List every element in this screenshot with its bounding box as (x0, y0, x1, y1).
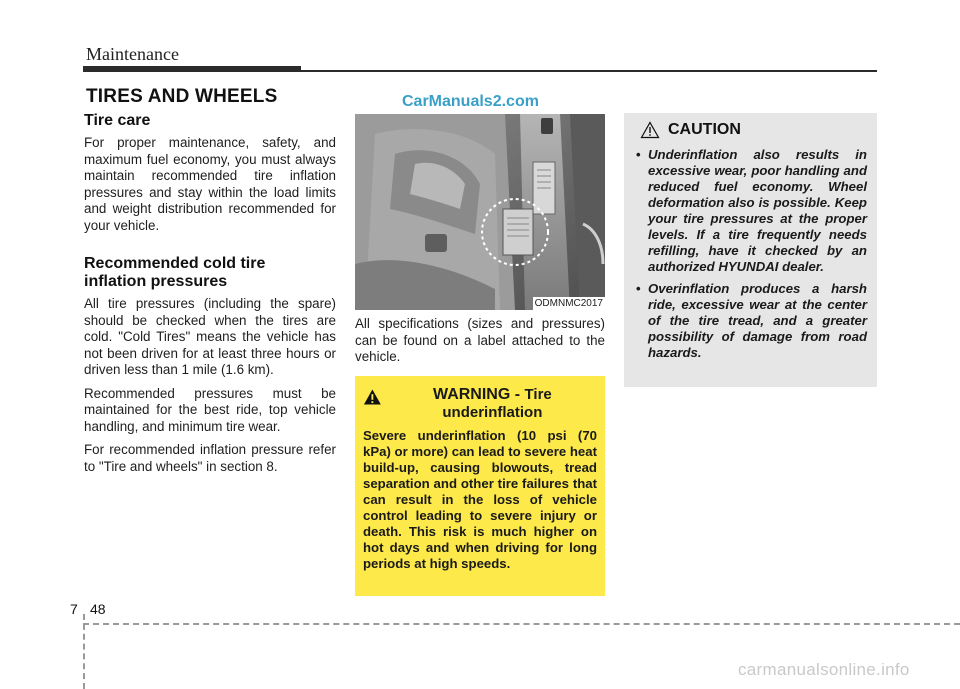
warning-triangle-icon (363, 388, 382, 406)
caution-box (624, 113, 877, 387)
warning-box (355, 376, 605, 596)
warning-subject: Tire underinflation (442, 386, 552, 421)
header-rule-thick (83, 66, 301, 72)
warning-keyword: WARNING - (432, 386, 521, 403)
specs-paragraph: All specifications (sizes and pressures) can be found on a label attached to the vehicle. (355, 316, 605, 364)
tire-care-heading: Tire care (84, 112, 151, 129)
page-number: 48 (90, 601, 106, 617)
door-jamb-illustration (355, 114, 605, 310)
footer-vertical-rule (83, 614, 85, 689)
caution-title: CAUTION (668, 121, 741, 138)
section-label: Maintenance (86, 44, 179, 64)
warning-title (388, 386, 597, 422)
cold-pressures-paragraph-1: All tire pressures (including the spare) should be checked when the tires are cold. "Cold Tires" means the vehicle has not been driven for at least three hours or driven less than 1 mile (1.6 km). (84, 296, 336, 377)
caution-item-overinflation: • Overinflation produces a harsh ride, excessive wear at the center of the tire tread, and a greater possibility of damage from road hazards. (636, 281, 867, 360)
chapter-number: 7 (70, 601, 78, 617)
watermark-bottom[interactable]: carmanualsonline.info (738, 660, 910, 679)
caution-item-underinflation: • Underinflation also results in excessive wear, poor handling and reduced fuel economy. Wheel deformation also is possible. Keep your tire pressures at the proper levels. If a tire frequently needs refilling, have it checked by an authorized HYUNDAI dealer. (636, 147, 867, 274)
photo-code: ODMNMC2017 (534, 298, 603, 309)
warning-header (363, 386, 597, 422)
header-rule-thin (301, 70, 877, 72)
cold-pressures-paragraph-2: Recommended pressures must be maintained for the best ride, top vehicle handling, and minimum tire wear. (84, 385, 336, 434)
cold-pressures-paragraph-3: For recommended inflation pressure refer to "Tire and wheels" in section 8. (84, 442, 336, 474)
caution-list (634, 147, 867, 361)
watermark-top[interactable]: CarManuals2.com (402, 93, 539, 110)
footer-rule (83, 623, 960, 625)
cold-pressures-heading: Recommended cold tire inflation pressures (84, 255, 266, 290)
caution-header (640, 121, 867, 139)
warning-body: Severe underinflation (10 psi (70 kPa) or more) can lead to severe heat build-up, causing blowouts, tread separation and other tire failures that can result in the loss of vehicle control leading to severe injury or death. This risk is much higher on hot days and when driving for long periods at high speeds. (363, 428, 597, 571)
page-title: TIRES AND WHEELS (86, 86, 278, 107)
left-column (84, 112, 336, 482)
tire-care-paragraph: For proper maintenance, safety, and maximum fuel economy, you must always maintain recommended tire inflation pressures and stay within the load limits and weight distribution recommended for your vehicle. (84, 135, 336, 233)
door-label-photo (355, 114, 605, 310)
caution-triangle-icon (640, 121, 660, 139)
